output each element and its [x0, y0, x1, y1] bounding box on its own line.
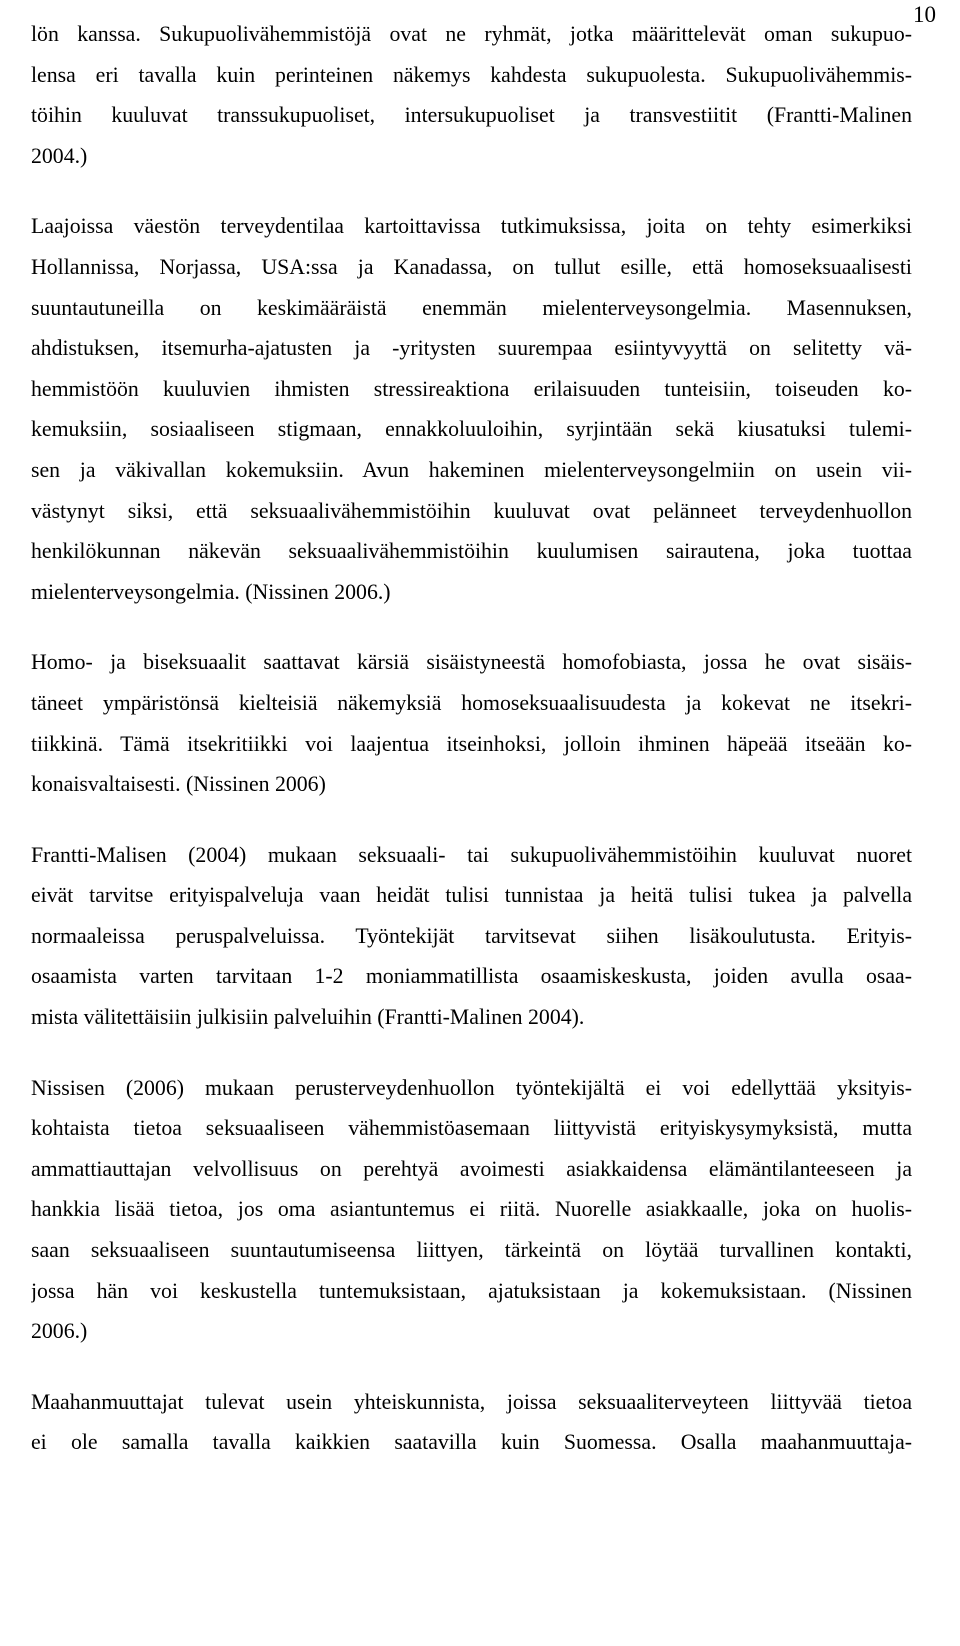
text-line: konaisvaltaisesti. (Nissinen 2006): [31, 772, 326, 797]
paragraph: [31, 835, 912, 1038]
text-line: ammattiauttajan velvollisuus on perehtyä avoimesti asiakkaidensa elämäntilanteeseen ja: [31, 1156, 912, 1181]
text-line: ahdistuksen, itsemurha-ajatusten ja -yritysten suurempaa esiintyvyyttä on selitetty vä-: [31, 336, 912, 361]
text-line: töihin kuuluvat transsukupuoliset, intersukupuoliset ja transvestiitit (Frantti-Malinen: [31, 103, 912, 128]
paragraph: [31, 642, 912, 804]
paragraph: [31, 206, 912, 612]
text-line: normaaleissa peruspalveluissa. Työntekijät tarvitsevat siihen lisäkoulutusta. Erityis-: [31, 923, 912, 948]
text-line: Homo- ja biseksuaalit saattavat kärsiä sisäistyneestä homofobiasta, jossa he ovat sisäis-: [31, 650, 912, 675]
document-body: [31, 14, 912, 1493]
text-line: hankkia lisää tietoa, jos oma asiantuntemus ei riitä. Nuorelle asiakkaalle, joka on huolis-: [31, 1197, 912, 1222]
text-line: saan seksuaaliseen suuntautumiseensa liittyen, tärkeintä on löytää turvallinen kontakti,: [31, 1238, 912, 1263]
paragraph: [31, 1382, 912, 1463]
text-line: hemmistöön kuuluvien ihmisten stressireaktiona erilaisuuden tunteisiin, toiseuden ko-: [31, 376, 912, 401]
paragraph: [31, 1068, 912, 1352]
text-line: Hollannissa, Norjassa, USA:ssa ja Kanadassa, on tullut esille, että homoseksuaalisesti: [31, 254, 912, 279]
paragraph: [31, 14, 912, 176]
text-line: 2004.): [31, 143, 88, 168]
text-line: Maahanmuuttajat tulevat usein yhteiskunnista, joissa seksuaaliterveyteen liittyvää tietoa: [31, 1389, 912, 1414]
page-number: 10: [913, 2, 936, 27]
text-line: kemuksiin, sosiaaliseen stigmaan, ennakkoluuloihin, syrjintään sekä kiusatuksi tulemi-: [31, 417, 912, 442]
text-line: sen ja väkivallan kokemuksiin. Avun hakeminen mielenterveysongelmiin on usein vii-: [31, 457, 912, 482]
text-line: Nissisen (2006) mukaan perusterveydenhuollon työntekijältä ei voi edellyttää yksityis-: [31, 1075, 912, 1100]
text-line: mista välitettäisiin julkisiin palveluihin (Frantti-Malinen 2004).: [31, 1005, 585, 1030]
text-line: eivät tarvitse erityispalveluja vaan heidät tulisi tunnistaa ja heitä tulisi tukea ja palvella: [31, 883, 912, 908]
text-line: täneet ympäristönsä kielteisiä näkemyksiä homoseksuaalisuudesta ja kokevat ne itsekri-: [31, 690, 912, 715]
text-line: lensa eri tavalla kuin perinteinen näkemys kahdesta sukupuolesta. Sukupuolivähemmis-: [31, 62, 912, 87]
text-line: Frantti-Malisen (2004) mukaan seksuaali- tai sukupuolivähemmistöihin kuuluvat nuoret: [31, 842, 912, 867]
text-line: tiikkinä. Tämä itsekritiikki voi laajentua itseinhoksi, jolloin ihminen häpeää itseään ko-: [31, 731, 912, 756]
text-line: henkilökunnan näkevän seksuaalivähemmistöihin kuulumisen sairautena, joka tuottaa: [31, 539, 912, 564]
text-line: jossa hän voi keskustella tuntemuksistaan, ajatuksistaan ja kokemuksistaan. (Nissinen: [31, 1278, 912, 1303]
text-line: mielenterveysongelmia. (Nissinen 2006.): [31, 579, 391, 604]
text-line: kohtaista tietoa seksuaaliseen vähemmistöasemaan liittyvistä erityiskysymyksistä, mutta: [31, 1116, 912, 1141]
text-line: osaamista varten tarvitaan 1-2 moniammatillista osaamiskeskusta, joiden avulla osaa-: [31, 964, 912, 989]
text-line: ei ole samalla tavalla kaikkien saatavilla kuin Suomessa. Osalla maahanmuuttaja-: [31, 1430, 912, 1455]
text-line: suuntautuneilla on keskimääräistä enemmän mielenterveysongelmia. Masennuksen,: [31, 295, 912, 320]
text-line: lön kanssa. Sukupuolivähemmistöjä ovat ne ryhmät, jotka määrittelevät oman sukupuo-: [31, 22, 912, 46]
text-line: Laajoissa väestön terveydentilaa kartoittavissa tutkimuksissa, joita on tehty esimerkiksi: [31, 214, 912, 239]
text-line: 2006.): [31, 1319, 88, 1344]
text-line: västynyt siksi, että seksuaalivähemmistöihin kuuluvat ovat pelänneet terveydenhuollon: [31, 498, 912, 523]
